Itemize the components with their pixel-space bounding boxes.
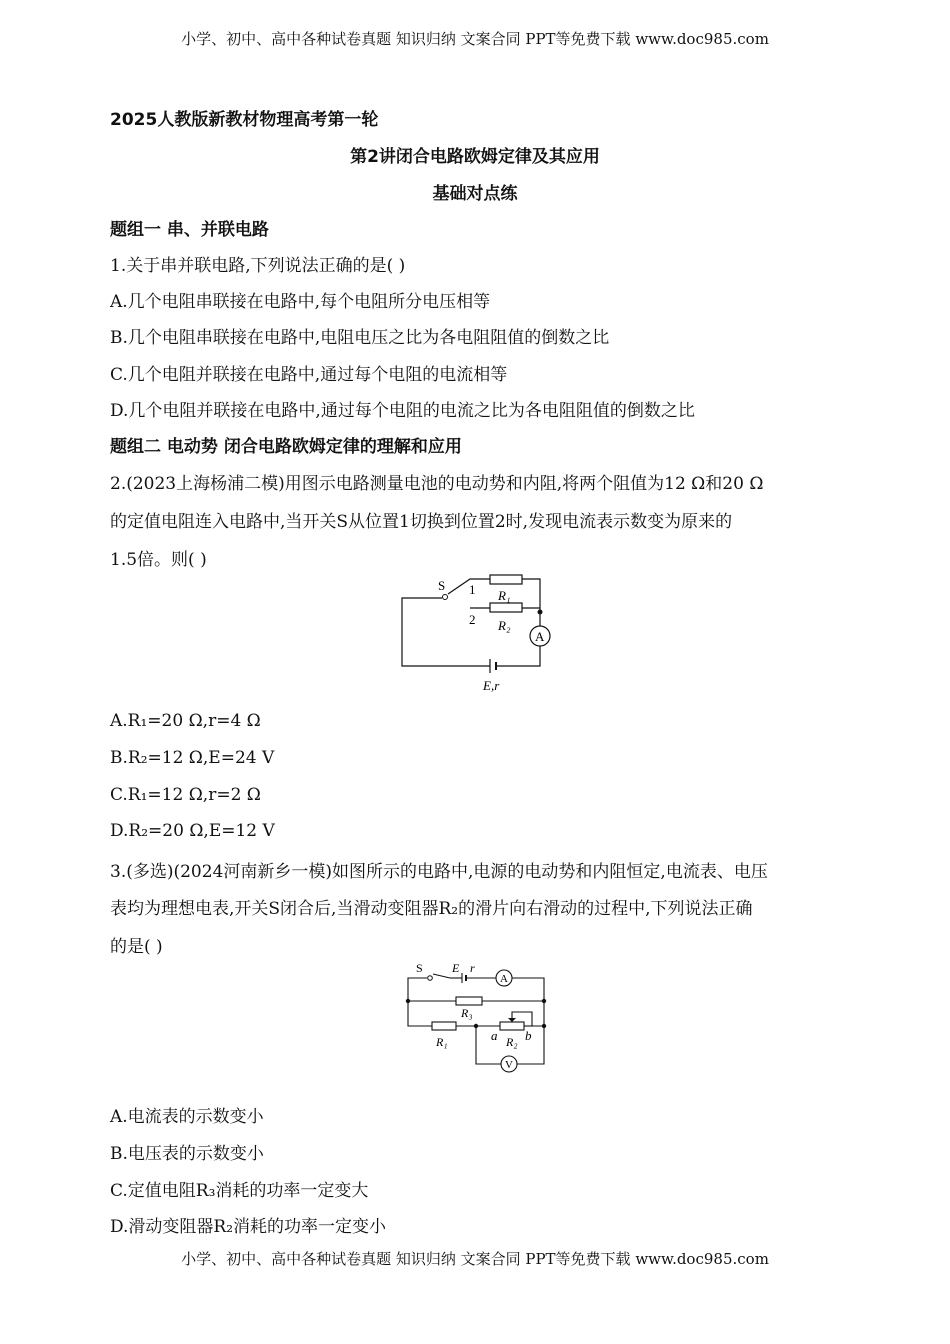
q1-option-a: A.几个电阻串联接在电路中,每个电阻所分电压相等 [110,292,491,312]
q3-ammeter-label: A [500,973,508,985]
section-title: 基础对点练 [432,184,518,204]
group1-heading: 题组一 串、并联电路 [110,220,269,240]
q3-stem-line2: 表均为理想电表,开关S闭合后,当滑动变阻器R₂的滑片向右滑动的过程中,下列说法正确 [110,899,753,919]
q3-option-a: A.电流表的示数变小 [110,1107,264,1127]
q2-circuit-diagram [390,572,560,698]
q2-r2-label: R₂ [498,618,511,633]
series-title: 2025人教版新教材物理高考第一轮 [110,110,379,130]
q2-switch-label: S [438,578,446,593]
q3-r2-label: R₂ [506,1035,518,1049]
q2-option-d: D.R₂=20 Ω,E=12 V [110,821,275,841]
q3-option-b: B.电压表的示数变小 [110,1144,264,1164]
q2-stem-line3: 1.5倍。则( ) [110,550,207,570]
q2-battery-label: E,r [483,678,500,693]
q2-stem-line1: 2.(2023上海杨浦二模)用图示电路测量电池的电动势和内阻,将两个阻值为12 Ω和20 Ω [110,474,764,494]
q2-pos1-label: 1 [469,582,476,597]
q2-stem-line2: 的定值电阻连入电路中,当开关S从位置1切换到位置2时,发现电流表示数变为原来的 [110,512,733,532]
q2-option-c: C.R₁=12 Ω,r=2 Ω [110,785,261,805]
q3-r1-label: R₁ [436,1035,448,1049]
q2-option-a: A.R₁=20 Ω,r=4 Ω [110,711,261,731]
q3-b-label: b [525,1028,532,1043]
q1-option-c: C.几个电阻并联接在电路中,通过每个电阻的电流相等 [110,365,508,385]
q3-option-d: D.滑动变阻器R₂消耗的功率一定变小 [110,1217,387,1237]
q3-a-label: a [491,1028,498,1043]
group2-heading: 题组二 电动势 闭合电路欧姆定律的理解和应用 [110,437,462,457]
q3-battery-label: E [452,961,460,975]
q2-ammeter-label: A [535,629,545,644]
q3-circuit-diagram [400,958,555,1076]
q3-stem-line3: 的是( ) [110,937,163,957]
q2-option-b: B.R₂=12 Ω,E=24 V [110,748,275,768]
q1-stem: 1.关于串并联电路,下列说法正确的是( ) [110,256,406,276]
page-footer: 小学、初中、高中各种试卷真题 知识归纳 文案合同 PPT等免费下载 www.doc985.com [181,1250,769,1268]
q1-option-b: B.几个电阻串联接在电路中,电阻电压之比为各电阻阻值的倒数之比 [110,328,610,348]
q3-r-label: r [470,961,475,975]
q3-voltmeter-label: V [505,1059,513,1071]
q3-stem-line1: 3.(多选)(2024河南新乡一模)如图所示的电路中,电源的电动势和内阻恒定,电流表、电压 [110,862,768,882]
q3-switch-label: S [416,961,423,975]
q1-option-d: D.几个电阻并联接在电路中,通过每个电阻的电流之比为各电阻阻值的倒数之比 [110,401,695,421]
q3-r3-label: R₃ [461,1006,473,1020]
q3-option-c: C.定值电阻R₃消耗的功率一定变大 [110,1181,369,1201]
lecture-title: 第2讲闭合电路欧姆定律及其应用 [350,147,600,167]
page-header: 小学、初中、高中各种试卷真题 知识归纳 文案合同 PPT等免费下载 www.doc985.com [181,30,769,48]
q2-r1-label: R₁ [498,588,511,603]
q2-pos2-label: 2 [469,612,476,627]
